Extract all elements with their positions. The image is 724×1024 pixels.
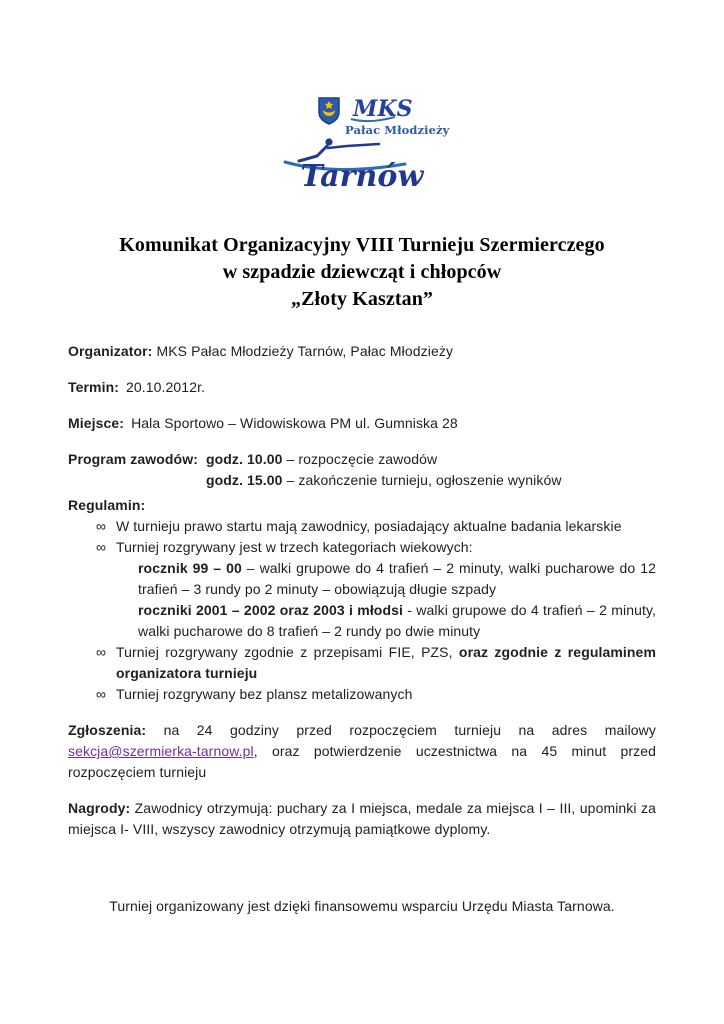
date-line <box>68 377 656 398</box>
logo-org-name: Pałac Młodzieży <box>345 123 450 137</box>
club-logo <box>68 96 656 192</box>
logo-club-name: MKS <box>353 96 413 122</box>
category-older-rules: – walki grupowe do 4 trafień – 2 minuty, walki pucharowe do 12 trafień – 3 rundy po 2 minuty – obowiązują długie szpady <box>138 560 656 597</box>
bullet-icon: ∞ <box>96 539 107 555</box>
venue-line <box>68 413 656 434</box>
program-desc-1: – rozpoczęcie zawodów <box>282 451 438 467</box>
date-colon: : <box>114 379 124 395</box>
prizes-value: Zawodnicy otrzymują: puchary za I miejsca, medale za miejsca I – III, upominki za miejsca I- VIII, wszyscy zawodnicy otrzymują pamiątkowe dyplomy. <box>68 800 656 837</box>
organizer-value: MKS Pałac Młodzieży Tarnów, Pałac Młodzieży <box>156 343 454 359</box>
category-younger-rules: - walki grupowe do 4 trafień – 2 minuty, walki pucharowe do 8 trafień – 2 rundy po dwie minuty <box>138 602 657 639</box>
rule-item-regulations <box>68 642 656 684</box>
category-older <box>138 558 656 600</box>
prizes-paragraph <box>68 798 656 840</box>
program-section <box>68 449 656 491</box>
title-line-2: w szpadzie dziewcząt i chłopców <box>222 261 502 283</box>
program-desc-2: – zakończenie turnieju, ogłoszenie wyników <box>282 472 562 488</box>
program-time-2: godz. 15.00 <box>205 472 283 488</box>
rules-colon: : <box>140 497 146 513</box>
rules-label: Regulamin <box>68 497 141 513</box>
rule-item-pistes <box>68 684 656 705</box>
sponsor-note: Turniej organizowany jest dzięki finansowemu wsparciu Urzędu Miasta Tarnowa. <box>109 898 615 914</box>
rule-body <box>116 642 656 684</box>
program-label: Program zawodów: <box>68 451 198 467</box>
organizer-line <box>68 341 656 362</box>
program-time-1: godz. 10.00 <box>205 451 283 467</box>
organizer-label: Organizator <box>68 343 148 359</box>
bullet-icon: ∞ <box>96 518 107 534</box>
date-label: Termin <box>68 379 115 395</box>
rule-text: W turnieju prawo startu mają zawodnicy, posiadający aktualne badania lekarskie <box>116 518 622 534</box>
program-line-1 <box>206 449 562 470</box>
title-line-3: „Złoty Kasztan” <box>290 288 434 310</box>
email-link[interactable]: sekcja@szermierka-tarnow.pl <box>68 743 254 759</box>
category-younger <box>138 600 656 642</box>
date-value: 20.10.2012r. <box>126 379 206 395</box>
venue-label: Miejsce <box>68 415 120 431</box>
logo-city-name: Tarnów <box>300 159 424 192</box>
prizes-label: Nagrody <box>68 800 126 816</box>
rule-text-regular: Turniej rozgrywany zgodnie z przepisami FIE, PZS, <box>116 644 459 660</box>
bullet-icon: ∞ <box>96 686 107 702</box>
rule-body <box>116 537 656 642</box>
program-lines <box>206 449 562 491</box>
prizes-colon: : <box>125 800 135 816</box>
title-line-1: Komunikat Organizacyjny VIII Turnieju Szermierczego <box>119 234 605 256</box>
organizer-colon: : <box>147 343 157 359</box>
city-crest-icon <box>319 98 339 124</box>
submissions-text-1: na 24 godziny przed rozpoczęciem turnieju na adres mailowy <box>163 722 656 738</box>
category-older-name: rocznik 99 – 00 <box>138 560 242 576</box>
submissions-colon: : <box>141 722 164 738</box>
rule-text: Turniej rozgrywany bez plansz metalizowanych <box>116 686 413 702</box>
page-title <box>68 232 656 313</box>
rules-heading <box>68 495 656 516</box>
submissions-text-2: , oraz potwierdzenie uczestnictwa na 45 minut przed rozpoczęciem turnieju <box>68 743 656 780</box>
rule-text-bold: oraz zgodnie z regulaminem organizatora turnieju <box>116 644 656 681</box>
submissions-paragraph <box>68 720 656 783</box>
submissions-label: Zgłoszenia <box>68 722 142 738</box>
club-logo-graphic <box>267 96 457 192</box>
program-line-2 <box>206 470 562 491</box>
rule-item-medical <box>68 516 656 537</box>
rule-text: Turniej rozgrywany jest w trzech kategoriach wiekowych: <box>116 539 473 555</box>
venue-value: Hala Sportowo – Widowiskowa PM ul. Gumniska 28 <box>131 415 458 431</box>
bullet-icon: ∞ <box>96 644 107 660</box>
venue-colon: : <box>119 415 129 431</box>
category-younger-name: roczniki 2001 – 2002 oraz 2003 i młodsi <box>138 602 403 618</box>
rule-item-categories <box>68 537 656 642</box>
